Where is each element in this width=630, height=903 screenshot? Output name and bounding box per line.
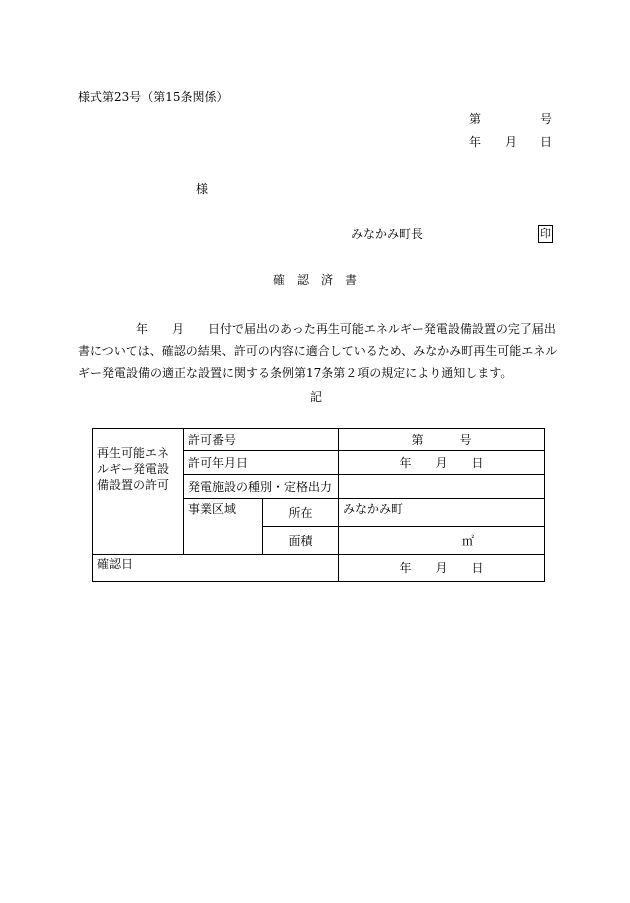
ki-heading: 記 bbox=[310, 390, 323, 404]
facility-value bbox=[339, 475, 545, 499]
size-label: 面積 bbox=[263, 527, 339, 555]
issuer-name: みなかみ町長 bbox=[351, 227, 424, 241]
permit-number-label: 許可番号 bbox=[184, 429, 339, 451]
body-line-2: 書については、確認の結果、許可の内容に適合しているため、みなかみ町再生可能エネル bbox=[78, 344, 558, 358]
date-day: 日 bbox=[540, 135, 553, 149]
seal-mark: 印 bbox=[538, 225, 553, 243]
area-label: 事業区域 bbox=[184, 499, 263, 555]
body-line-3: ギー発電設備の適正な設置に関する条例第17条第２項の規定により通知します。 bbox=[78, 366, 513, 380]
date-year: 年 bbox=[469, 135, 482, 149]
facility-label: 発電施設の種別・定格出力 bbox=[184, 475, 339, 499]
doc-number-prefix: 第 bbox=[469, 112, 482, 126]
form-id: 様式第23号（第15条関係） bbox=[78, 90, 229, 104]
section-label: 再生可能エネルギー発電設備設置の許可 bbox=[93, 429, 184, 555]
recipient-suffix: 様 bbox=[196, 182, 209, 196]
location-value: みなかみ町 bbox=[339, 499, 545, 527]
document-title: 確 認 済 書 bbox=[273, 273, 358, 287]
body-line-1: 年 月 日付で届出のあった再生可能エネルギー発電設備設置の完了届出 bbox=[136, 322, 556, 336]
permit-table bbox=[92, 428, 545, 582]
location-label: 所在 bbox=[263, 499, 339, 527]
permit-date-value: 年 月 日 bbox=[339, 451, 545, 475]
doc-number-suffix: 号 bbox=[540, 112, 553, 126]
size-value: ㎡ bbox=[339, 527, 545, 555]
permit-number-value: 第 号 bbox=[339, 429, 545, 451]
confirm-date-value: 年 月 日 bbox=[339, 555, 545, 582]
date-month: 月 bbox=[505, 135, 518, 149]
confirm-date-label: 確認日 bbox=[93, 555, 339, 582]
permit-date-label: 許可年月日 bbox=[184, 451, 339, 475]
